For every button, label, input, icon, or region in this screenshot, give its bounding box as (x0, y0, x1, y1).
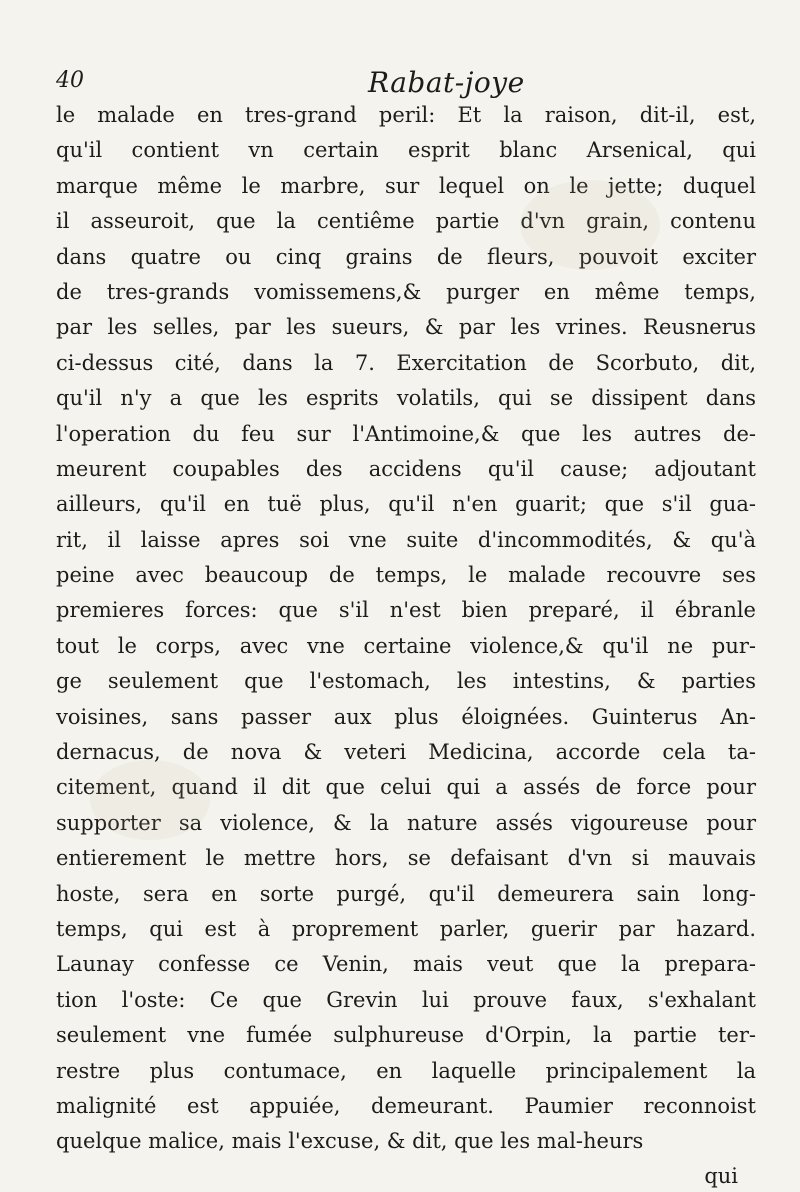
text-line: ci-dessus cité, dans la 7. Exercitation de Scorbuto, dit, (56, 350, 756, 375)
text-line: dernacus, de nova & veteri Medicina, accorde cela ta- (56, 740, 756, 765)
text-line: premieres forces: que s'il n'est bien preparé, il ébranle (56, 598, 756, 623)
text-line: supporter sa violence, & la nature assés vigoureuse pour (56, 810, 756, 835)
text-line: ailleurs, qu'il en tuë plus, qu'il n'en guarit; que s'il gua- (56, 492, 756, 517)
text-line: qu'il contient vn certain esprit blanc Arsenical, qui (56, 138, 756, 163)
text-line: voisines, sans passer aux plus éloignées. Guinterus An- (56, 704, 756, 729)
text-line: dans quatre ou cinq grains de fleurs, pouvoit exciter (56, 244, 756, 269)
text-line: malignité est appuiée, demeurant. Paumier reconnoist (56, 1093, 756, 1118)
text-line: quelque malice, mais l'excuse, & dit, que les mal-heurs (56, 1129, 644, 1154)
text-line: meurent coupables des accidens qu'il cause; adjoutant (56, 456, 756, 481)
text-line: entierement le mettre hors, se defaisant d'vn si mauvais (56, 846, 756, 871)
page-number: 40 (56, 68, 84, 93)
text-line: restre plus contumace, en laquelle principalement la (56, 1058, 756, 1083)
running-head: Rabat-joye (368, 66, 525, 99)
text-line: hoste, sera en sorte purgé, qu'il demeurera sain long- (56, 881, 756, 906)
text-line: citement, quand il dit que celui qui a assés de force pour (56, 775, 756, 800)
catchword: qui (704, 1163, 738, 1188)
text-line: peine avec beaucoup de temps, le malade recouvre ses (56, 563, 756, 588)
text-line: Launay confesse ce Venin, mais veut que la prepara- (56, 952, 756, 977)
text-line: tout le corps, avec vne certaine violence,& qu'il ne pur- (56, 633, 756, 658)
text-line: l'operation du feu sur l'Antimoine,& que les autres de- (56, 421, 756, 446)
body-text (56, 98, 756, 1192)
text-line: tion l'oste: Ce que Grevin lui prouve faux, s'exhalant (56, 987, 756, 1012)
text-line: le malade en tres-grand peril: Et la raison, dit-il, est, (56, 103, 756, 127)
text-line: seulement vne fumée sulphureuse d'Orpin, la partie ter- (56, 1023, 756, 1048)
text-line: qu'il n'y a que les esprits volatils, qui se dissipent dans (56, 386, 756, 411)
text-line: rit, il laisse apres soi vne suite d'incommodités, & qu'à (56, 527, 756, 552)
page-header (56, 42, 756, 99)
text-line: ge seulement que l'estomach, les intestins, & parties (56, 669, 756, 694)
text-line: par les selles, par les sueurs, & par les vrines. Reusnerus (56, 315, 756, 340)
text-line: marque même le marbre, sur lequel on le jette; duquel (56, 173, 756, 198)
text-line: il asseuroit, que la centiême partie d'vn grain, contenu (56, 209, 756, 234)
text-line: de tres-grands vomissemens,& purger en même temps, (56, 279, 756, 304)
text-line: temps, qui est à proprement parler, guerir par hazard. (56, 916, 756, 941)
